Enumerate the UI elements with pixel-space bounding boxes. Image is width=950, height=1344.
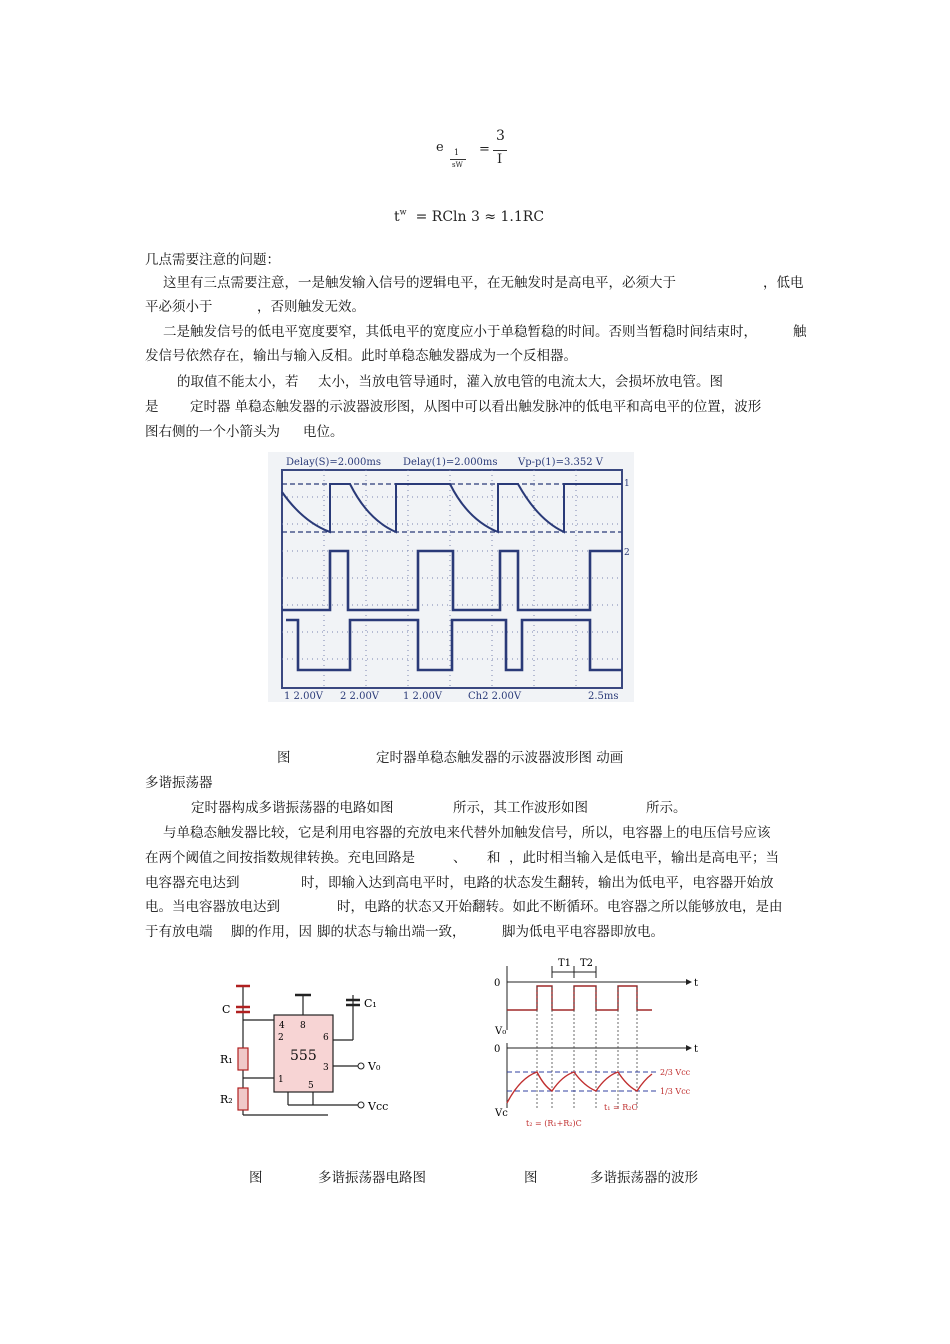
axis-arrow-icon [686,979,692,1051]
mv-line3-a: 在两个阈值之间按指数规律转换。充电回路是 [145,850,415,866]
wave-label-t1-formula: t₁ = R₂C [604,1103,638,1112]
wave-label-t2-formula: t₂ = (R₁+R₂)C [526,1119,582,1128]
bottom-caption-left-text: 多谐振荡器电路图 [318,1170,426,1186]
circuit-label-v0: V₀ [368,1060,381,1073]
formula-1-eq: = [479,142,490,157]
para3-line3-a: 图右侧的一个小箭头为 [145,424,280,440]
para3-line2-a: 是 [145,399,159,415]
wave-output-trace [507,986,652,1010]
para3-line2-b: 定时器 单稳态触发器的示波器波形图，从图中可以看出触发脉冲的低电平和高电平的位置，波形 [190,399,762,415]
output-terminal-icon [358,1063,364,1069]
circuit-label-c1: C₁ [364,997,377,1010]
para3-line1 [177,370,777,394]
mv-line5-a: 电。当电容器放电达到 [145,899,280,915]
para1-line1-a: 这里有三点需要注意，一是触发输入信号的逻辑电平，在无触发时是高电平，必须大于 [163,275,676,291]
mv-line3-b: 、 [453,850,467,866]
chip-pin-2: 2 [278,1033,284,1043]
bottom-caption-right-fig: 图 [524,1170,538,1186]
mv-line1-b: 所示，其工作波形如图 [453,800,588,816]
scope-label-bottom-2: 2 2.00V [340,691,380,702]
wave-label-one-third: 1/3 Vcc [660,1087,691,1096]
chip-pin-6: 6 [323,1033,329,1043]
wave-label-origin-top: 0 [494,978,501,989]
formula-2 [394,206,544,230]
bottom-caption-left [249,1166,499,1190]
para1-line2 [145,295,545,319]
para1-line1-b: ，低电 [763,275,804,291]
wave-label-t2: T2 [580,958,594,969]
notes-heading: 几点需要注意的问题： [145,252,280,268]
formula-1-lhs: e [436,140,444,155]
mv-line2: 与单稳态触发器比较，它是利用电容器的充放电来代替外加触发信号，所以，电容器上的电压信号应该 [163,825,771,841]
chip-pin-5: 5 [308,1081,314,1091]
wave-capacitor-trace [507,1072,652,1103]
circuit-label-r1: R₁ [220,1053,233,1066]
wave-label-t1: T1 [558,958,572,969]
para3-line1-a: 的取值不能太小，若 [177,374,299,390]
mv-line1-a: 定时器构成多谐振荡器的电路如图 [191,800,394,816]
scope-label-top-3: Vp-p(1)=3.352 V [518,457,603,468]
scope-label-bottom-4: Ch2 2.00V [468,691,522,702]
scope-marker-1: 1 [624,479,630,489]
para3-line3-b: 电位。 [303,424,344,440]
multivibrator-waveform [492,948,712,1133]
resistor-r2-icon [238,1088,248,1110]
circuit-label-r2: R₂ [220,1093,233,1106]
wave-label-vc: Vc [495,1108,508,1119]
chip-pin-1: 1 [278,1075,284,1085]
mv-line4-a: 电容器充电达到 [145,875,240,891]
para1-line1 [163,271,823,295]
formula-2-sup: w [399,207,407,217]
mv-line4 [145,871,825,895]
mv-line1-c: 所示。 [646,800,687,816]
chip-pin-8: 8 [300,1021,306,1031]
formula-1-sub-bottom: sW [452,161,463,169]
mv-line6-b: 脚的作用，因 [231,924,312,940]
para2-line1 [163,320,813,344]
scope-caption [277,746,677,770]
scope-label-top-2: Delay(1)=2.000ms [403,457,498,468]
scope-caption-fig: 图 [277,750,291,766]
vcc-terminal-icon [358,1102,364,1108]
para1-line2-a: 平必须小于 [145,299,213,315]
mv-line6-c: 脚的状态与输出端一致， [317,924,466,940]
mv-line5-b: 时，电路的状态又开始翻转。如此不断循环。电容器之所以能够放电，是由 [337,899,783,915]
circuit-label-vcc: Vcc [368,1100,389,1113]
mv-line4-b: 时，即输入达到高电平时，电路的状态发生翻转，输出为低电平，电容器开始放 [301,875,774,891]
scope-label-bottom-5: 2.5ms [588,691,619,702]
wave-label-t-bottom: t [694,1044,699,1055]
mv-line1 [191,796,691,820]
mv-line6-d: 脚为低电平电容器即放电。 [502,924,664,940]
scope-caption-text: 定时器单稳态触发器的示波器波形图 动画 [376,750,624,766]
scope-label-bottom-1: 1 2.00V [284,691,324,702]
para3-line3 [145,420,445,444]
chip-pin-4: 4 [279,1021,285,1031]
formula-1-num: 3 [496,128,505,144]
wave-label-two-thirds: 2/3 Vcc [660,1068,691,1077]
wave-label-origin-bottom: 0 [494,1044,501,1055]
bottom-caption-right-text: 多谐振荡器的波形 [590,1170,698,1186]
formula-1-sub-top: 1 [454,148,460,157]
scope-label-bottom-3: 1 2.00V [403,691,443,702]
formula-1-den: I [497,152,503,167]
bottom-caption-right [524,1166,774,1190]
resistor-r1-icon [238,1048,248,1070]
mv-line3 [145,846,825,870]
formula-2-rhs: = RCln 3 ≈ 1.1RC [415,209,545,225]
formula-1 [436,128,516,178]
formula-1-sub-line [450,159,466,160]
mv-line6 [145,920,825,944]
mv-line3-d: ，此时相当输入是低电平，输出是高电平；当 [509,850,779,866]
para2-line2: 发信号依然存在，输出与输入反相。此时单稳态触发器成为一个反相器。 [145,348,577,364]
wave-label-t-top: t [694,978,699,989]
scope-label-top-1: Delay(S)=2.000ms [286,457,382,468]
wave-label-v0: V₀ [495,1026,507,1037]
scope-marker-2: 2 [624,548,630,558]
multivib-heading: 多谐振荡器 [145,775,213,791]
para2-line1-a: 二是触发信号的低电平宽度要窄，其低电平的宽度应小于单稳暂稳的时间。否则当暂稳时间结束时， [163,324,757,340]
bottom-caption-left-fig: 图 [249,1170,263,1186]
formula-2-t: t [394,209,400,225]
multivibrator-circuit [218,980,398,1130]
para3-line2 [145,395,825,419]
mv-line3-c: 和 [487,850,501,866]
para1-line2-b: ，否则触发无效。 [257,299,365,315]
oscilloscope-waveform [268,452,634,702]
para2-line1-b: 触 [793,324,807,340]
chip-pin-3: 3 [323,1063,329,1073]
mv-line6-a: 于有放电端 [145,924,213,940]
chip-555-label: 555 [290,1048,317,1064]
circuit-label-c: C [222,1003,231,1016]
formula-1-bar [493,150,507,151]
para3-line1-b: 太小，当放电管导通时，灌入放电管的电流太大，会损坏放电管。图 [318,374,723,390]
mv-line5 [145,895,825,919]
